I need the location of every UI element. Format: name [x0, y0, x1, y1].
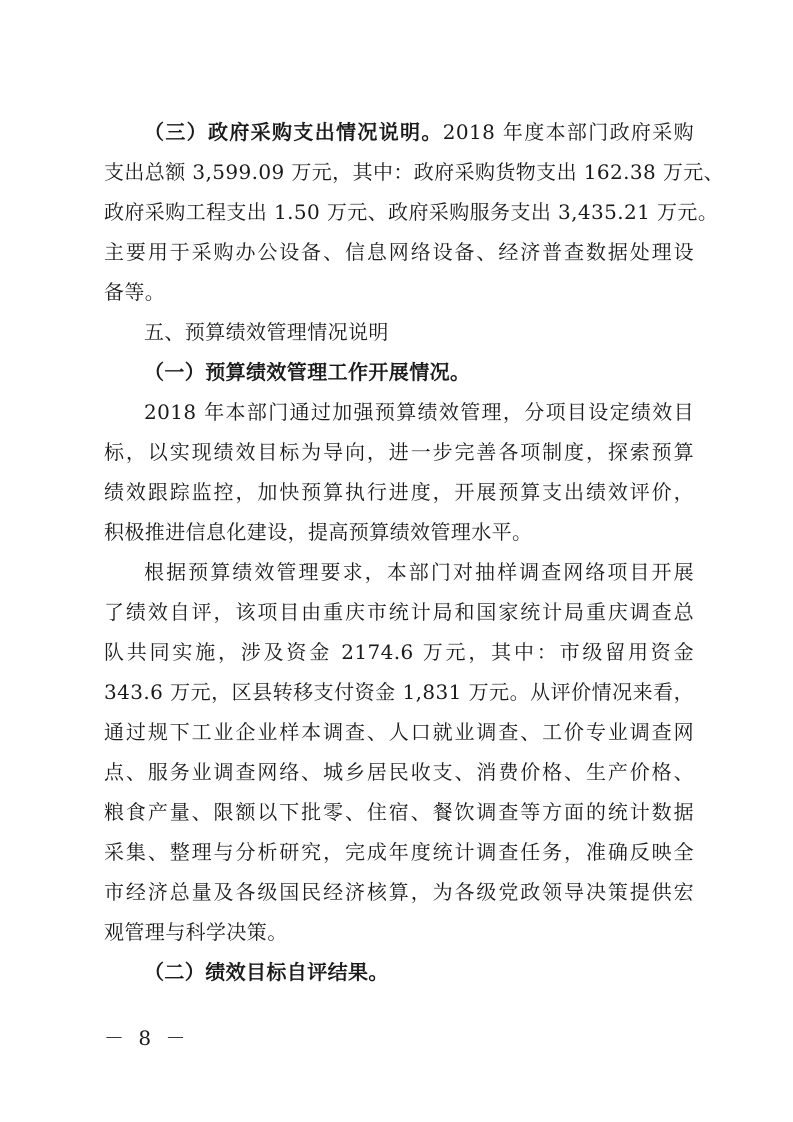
para-1-line: 绩效跟踪监控，加快预算执行进度，开展预算支出绩效评价， [104, 480, 694, 504]
sub-1-heading: （一）预算绩效管理工作开展情况。 [144, 360, 471, 384]
section-3-heading: （三）政府采购支出情况说明。 [144, 120, 443, 144]
para-1-line: 积极推进信息化建设，提高预算绩效管理水平。 [104, 520, 533, 544]
para-1-line: 2018 年本部门通过加强预算绩效管理，分项目设定绩效目 [144, 400, 694, 424]
para-2-line: 通过规下工业企业样本调查、人口就业调查、工价专业调查网 [104, 720, 694, 744]
para-2-line: 市经济总量及各级国民经济核算，为各级党政领导决策提供宏 [104, 880, 694, 904]
section-3-line: 支出总额 3,599.09 万元，其中：政府采购货物支出 162.38 万元、 [104, 160, 725, 184]
section-3-line: 主要用于采购办公设备、信息网络设备、经济普查数据处理设 [104, 240, 694, 264]
section-3-line: 备等。 [104, 280, 166, 304]
section-3-first-line [104, 112, 694, 152]
page-number: － 8 － [104, 1026, 190, 1050]
sub-2-heading: （二）绩效目标自评结果。 [144, 960, 389, 984]
para-2-line: 点、服务业调查网络、城乡居民收支、消费价格、生产价格、 [104, 760, 694, 784]
para-2-line: 343.6 万元，区县转移支付资金 1,831 万元。从评价情况来看， [104, 680, 694, 704]
para-1-line: 标，以实现绩效目标为导向，进一步完善各项制度，探索预算 [104, 440, 694, 464]
para-2-line: 根据预算绩效管理要求，本部门对抽样调查网络项目开展 [144, 560, 694, 584]
para-2-line: 采集、整理与分析研究，完成年度统计调查任务，准确反映全 [104, 840, 694, 864]
para-2-line: 观管理与科学决策。 [104, 920, 288, 944]
para-2-line: 了绩效自评，该项目由重庆市统计局和国家统计局重庆调查总 [104, 600, 694, 624]
section-3-text: 2018 年度本部门政府采购 [442, 120, 694, 144]
para-2-line: 队共同实施，涉及资金 2174.6 万元，其中：市级留用资金 [104, 640, 694, 664]
document-body [104, 112, 725, 992]
para-2-line: 粮食产量、限额以下批零、住宿、餐饮调查等方面的统计数据 [104, 800, 694, 824]
section-3-line: 政府采购工程支出 1.50 万元、政府采购服务支出 3,435.21 万元。 [104, 200, 719, 224]
section-5-title: 五、预算绩效管理情况说明 [144, 320, 389, 344]
